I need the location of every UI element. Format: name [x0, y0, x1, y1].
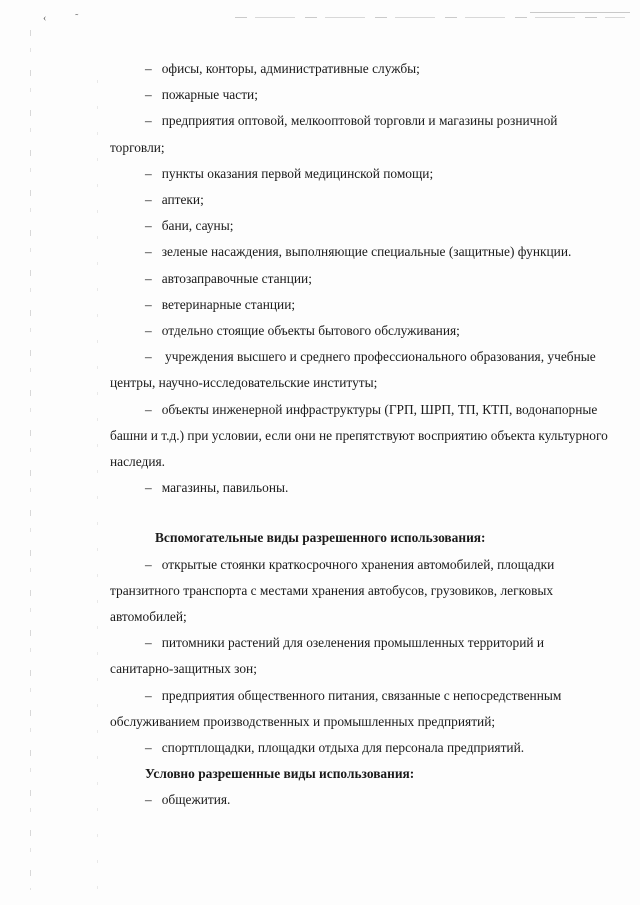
list-item: [110, 344, 610, 396]
scan-mark: ‹: [43, 13, 47, 24]
list-dash: –: [145, 401, 152, 417]
list-item: [110, 735, 610, 761]
list-item: [110, 787, 610, 813]
list-item-text: спортплощадки, площадки отдыха для персонала предприятий.: [161, 740, 525, 756]
list-dash: –: [145, 556, 152, 572]
list-item: [110, 213, 610, 239]
conditional-uses-list: [110, 787, 610, 813]
list-item-text: учреждения высшего и среднего профессионального образования, учебные центры, научно-исследовательские институты;: [110, 349, 596, 391]
list-dash: –: [145, 87, 152, 103]
list-item-text: пожарные части;: [161, 87, 258, 103]
list-item: [110, 108, 610, 160]
list-dash: –: [145, 480, 152, 496]
scan-edge-artifact: [30, 30, 31, 890]
list-item: [110, 292, 610, 318]
list-dash: –: [145, 323, 152, 339]
list-item: [110, 475, 610, 501]
list-item-text: объекты инженерной инфраструктуры (ГРП, ШРП, ТП, КТП, водонапорные башни и т.д.) при условии, если они не препятствуют восприятию объекта культурного наследия.: [110, 401, 608, 470]
list-item: [110, 187, 610, 213]
scan-mark: ˜: [75, 13, 79, 24]
list-item: [110, 161, 610, 187]
list-item-text: общежития.: [161, 792, 231, 808]
list-dash: –: [145, 61, 152, 76]
scan-edge-artifact: [97, 80, 98, 900]
list-item-text: открытые стоянки краткосрочного хранения автомобилей, площадки транзитного транспорта с местами хранения автобусов, грузовиков, легковых автомобилей;: [110, 556, 555, 625]
list-item: [110, 683, 610, 735]
auxiliary-uses-list: [110, 552, 610, 762]
list-item-text: зеленые насаждения, выполняющие специальные (защитные) функции.: [161, 244, 572, 260]
list-dash: –: [145, 349, 152, 365]
list-item-text: ветеринарные станции;: [161, 296, 296, 312]
list-item: [110, 552, 610, 631]
list-item: [110, 56, 610, 82]
list-dash: –: [145, 687, 152, 703]
auxiliary-heading: Вспомогательные виды разрешенного использования:: [155, 530, 486, 546]
list-item-text: предприятия общественного питания, связанные с непосредственным обслуживанием производственных и промышленных предприятий;: [110, 687, 562, 729]
list-dash: –: [145, 192, 152, 208]
scan-top-artifact: [235, 17, 625, 18]
list-item-text: бани, сауны;: [161, 218, 234, 234]
list-item: [110, 82, 610, 108]
scan-top-artifact: [530, 12, 630, 13]
document-body: [110, 56, 610, 814]
list-item: [110, 239, 610, 265]
list-dash: –: [145, 270, 152, 286]
list-item-text: автозаправочные станции;: [161, 270, 312, 286]
list-item-text: пункты оказания первой медицинской помощи;: [161, 165, 434, 181]
list-dash: –: [145, 792, 152, 808]
list-dash: –: [145, 165, 152, 181]
list-dash: –: [145, 635, 152, 651]
list-item-text: офисы, конторы, административные службы;: [161, 61, 420, 76]
list-item-text: питомники растений для озеленения промышленных территорий и санитарно-защитных зон;: [110, 635, 545, 677]
list-item: [110, 630, 610, 682]
list-dash: –: [145, 113, 152, 129]
list-dash: –: [145, 296, 152, 312]
list-dash: –: [145, 740, 152, 756]
list-dash: –: [145, 244, 152, 260]
list-item-text: предприятия оптовой, мелкооптовой торговли и магазины розничной торговли;: [110, 113, 558, 155]
list-item: [110, 397, 610, 476]
list-dash: –: [145, 218, 152, 234]
main-uses-list: [110, 56, 610, 501]
list-item-text: магазины, павильоны.: [161, 480, 289, 496]
list-item-text: аптеки;: [161, 192, 204, 208]
list-item: [110, 266, 610, 292]
list-item: [110, 318, 610, 344]
list-item-text: отдельно стоящие объекты бытового обслуживания;: [161, 323, 460, 339]
conditional-heading: Условно разрешенные виды использования:: [145, 766, 415, 782]
